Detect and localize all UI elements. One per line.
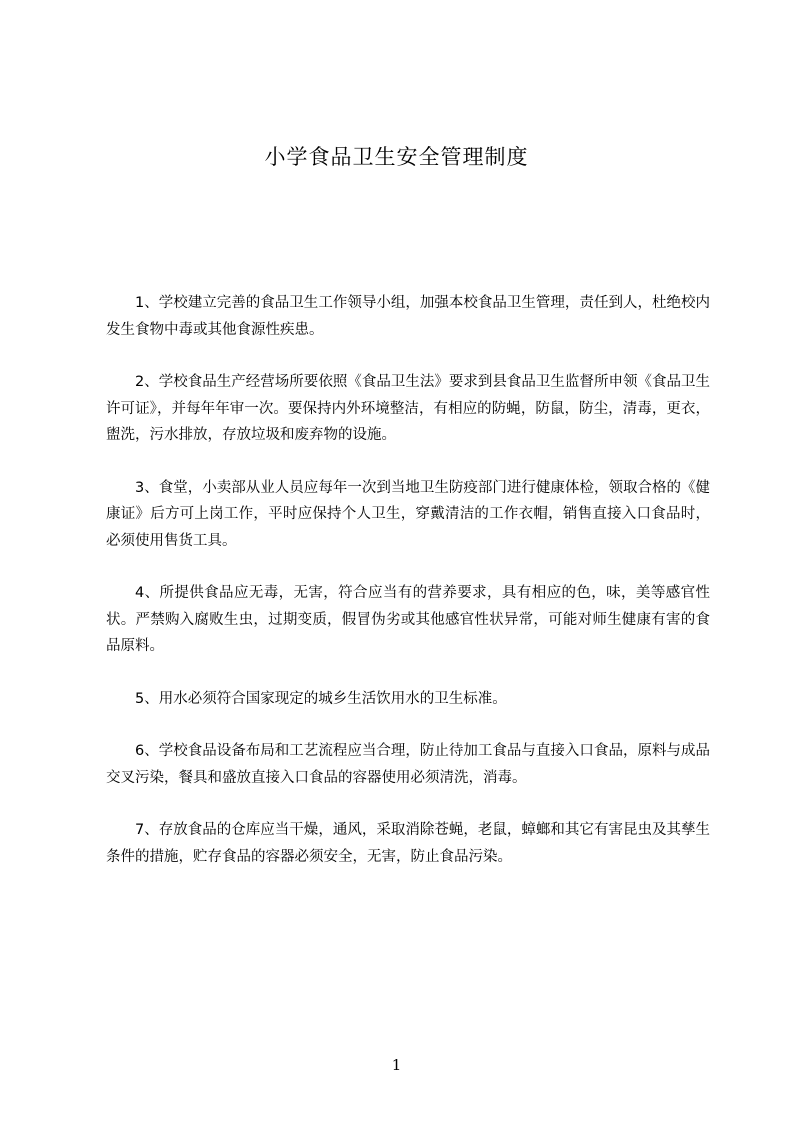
paragraph-3: 3、食堂，小卖部从业人员应每年一次到当地卫生防疫部门进行健康体检，领取合格的《健康证》后方可上岗工作，平时应保持个人卫生，穿戴清洁的工作衣帽，销售直接入口食品时，必须使用售货工具。 [106,479,710,549]
page-number: 1 [391,1056,402,1074]
paragraph-2: 2、学校食品生产经营场所要依照《食品卫生法》要求到县食品卫生监督所申领《食品卫生许可证》，并每年年审一次。要保持内外环境整洁，有相应的防蝇，防鼠，防尘，清毒，更衣，盥洗，污水排放，存放垃圾和废弃物的设施。 [106,374,710,443]
document-body [106,290,710,896]
document-title: 小学食品卫生安全管理制度 [264,145,529,169]
paragraph-1: 1、学校建立完善的食品卫生工作领导小组，加强本校食品卫生管理，责任到人，杜绝校内发生食物中毒或其他食源性疾患。 [106,295,710,338]
paragraph-5: 5、用水必须符合国家现定的城乡生活饮用水的卫生标准。 [135,690,507,707]
paragraph-6: 6、学校食品设备布局和工艺流程应当合理，防止待加工食品与直接入口食品，原料与成品交叉污染，餐具和盛放直接入口食品的容器使用必须清洗，消毒。 [106,743,710,786]
paragraph-7: 7、存放食品的仓库应当干燥，通风，采取消除苍蝇，老鼠，蟑螂和其它有害昆虫及其孳生条件的措施，贮存食品的容器必须安全，无害，防止食品污染。 [106,822,710,865]
paragraph-4: 4、所提供食品应无毒，无害，符合应当有的营养要求，具有相应的色，味，美等感官性状。严禁购入腐败生虫，过期变质，假冒伪劣或其他感官性状异常，可能对师生健康有害的食品原料。 [106,585,710,654]
